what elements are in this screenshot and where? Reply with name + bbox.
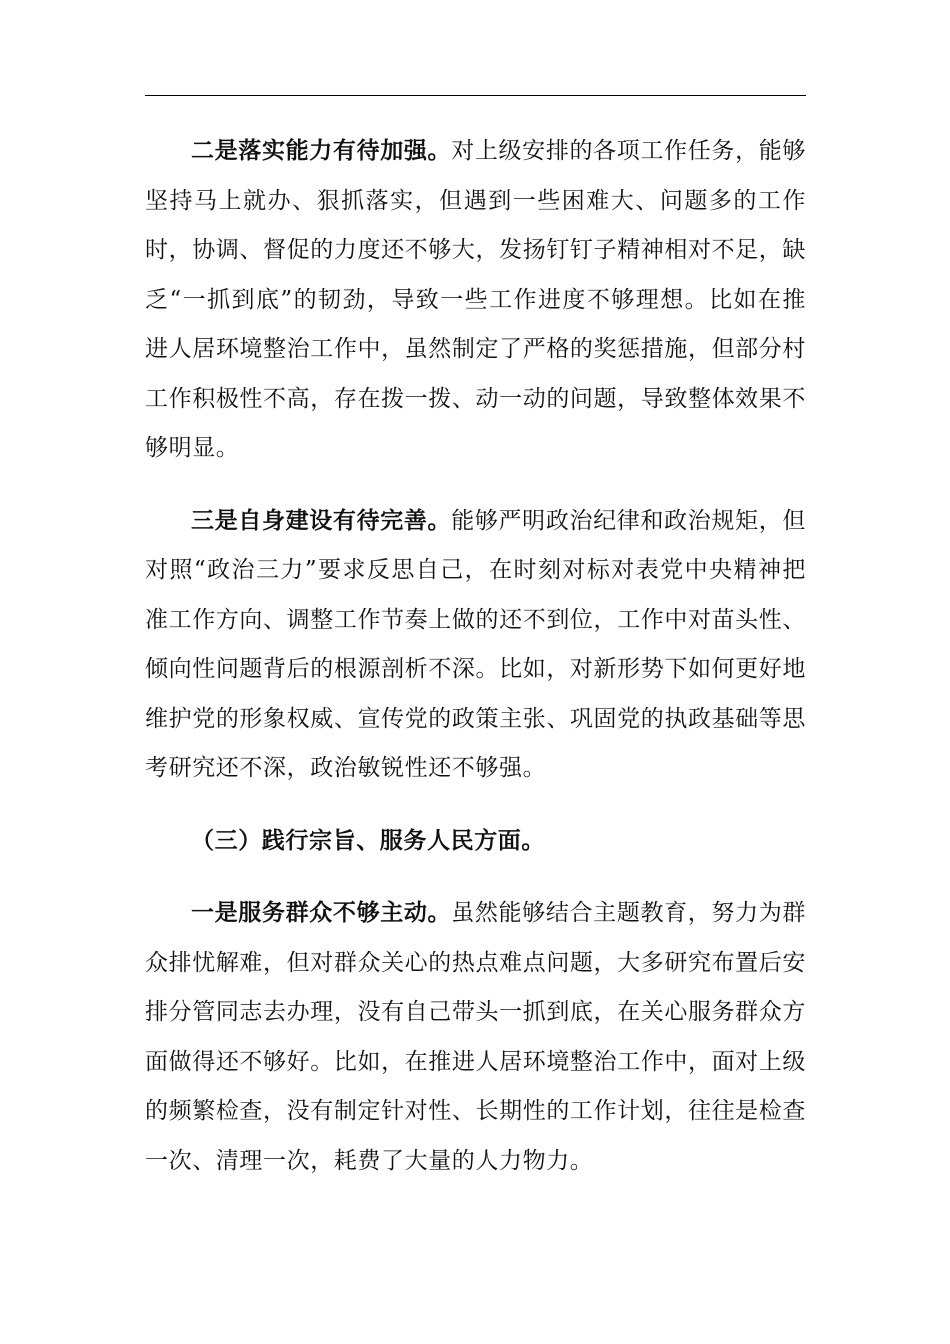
paragraph-text: 能够严明政治纪律和政治规矩，但对照“政治三力”要求反思自己，在时刻对标对表党中央精神把准工作方向、调整工作节奏上做的还不到位，工作中对苗头性、倾向性问题背后的根源剖析不深。比如，对新形势下如何更好地维护党的形象权威、宣传党的政策主张、巩固党的执政基础等思考研究还不深，政治敏锐性还不够强。 (145, 507, 806, 781)
section-heading (145, 816, 806, 867)
document-body (145, 126, 806, 1186)
paragraph-lead: 三是自身建设有待完善。 (191, 506, 452, 534)
paragraph-implementation (145, 126, 806, 474)
paragraph-self-building (145, 496, 806, 794)
section-heading-text: （三）践行宗旨、服务人民方面。 (191, 826, 545, 854)
paragraph-text: 虽然能够结合主题教育，努力为群众排忧解难，但对群众关心的热点难点问题，大多研究布置后安排分管同志去办理，没有自己带头一抓到底，在关心服务群众方面做得还不够好。比如，在推进人居环境整治工作中，面对上级的频繁检查，没有制定针对性、长期性的工作计划，往往是检查一次、清理一次，耗费了大量的人力物力。 (145, 900, 806, 1174)
paragraph-lead: 二是落实能力有待加强。 (191, 137, 452, 164)
header-divider (145, 95, 806, 96)
paragraph-serving-masses (145, 888, 806, 1186)
paragraph-text: 对上级安排的各项工作任务，能够坚持马上就办、狠抓落实，但遇到一些困难大、问题多的工作时，协调、督促的力度还不够大，发扬钉钉子精神相对不足，缺乏“一抓到底”的韧劲，导致一些工作进度不够理想。比如在推进人居环境整治工作中，虽然制定了严格的奖惩措施，但部分村工作积极性不高，存在拨一拨、动一动的问题，导致整体效果不够明显。 (145, 138, 806, 461)
paragraph-lead: 一是服务群众不够主动。 (191, 899, 452, 926)
